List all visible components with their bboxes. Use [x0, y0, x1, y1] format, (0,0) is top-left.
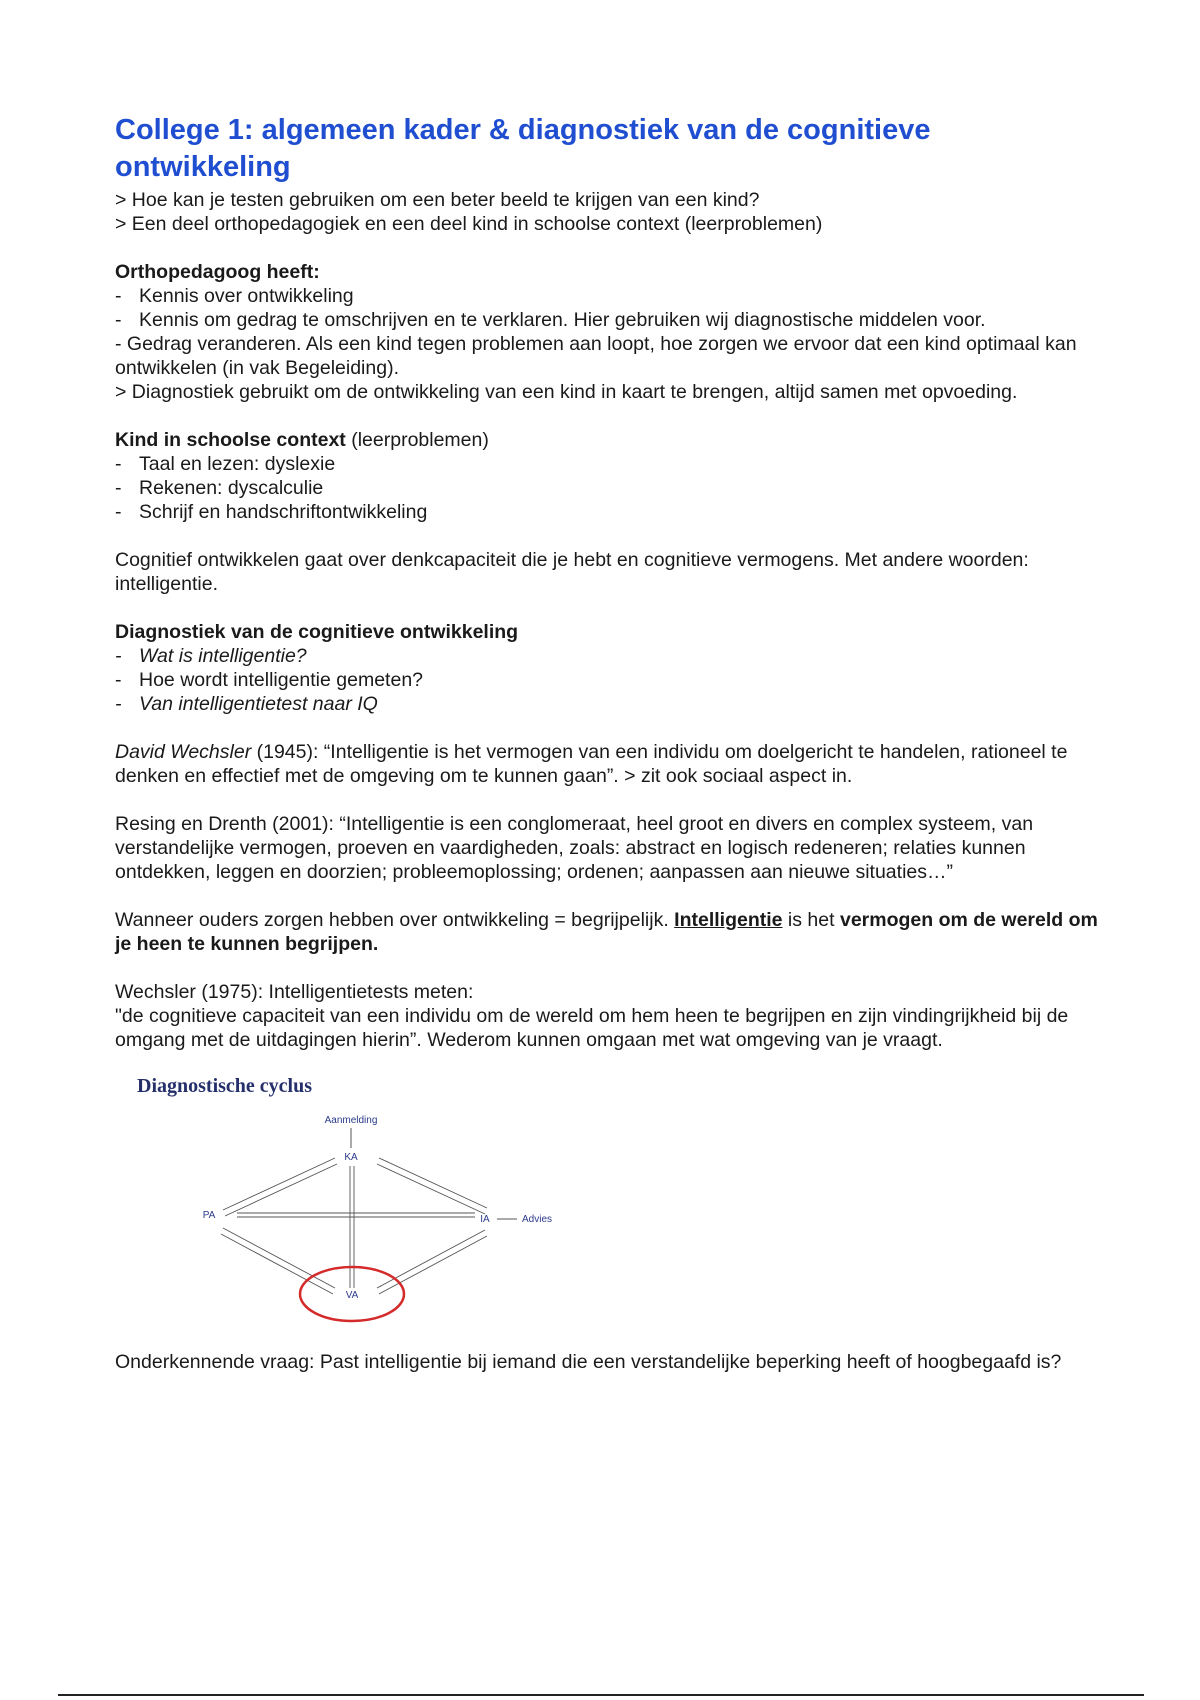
- connector-ka-pa: [223, 1158, 335, 1210]
- paragraph-wechsler-1975-quote: "de cognitieve capaciteit van een individu om de wereld om hem heen te begrijpen en zijn vindingrijkheid bij de omgang met de uitdagingen hierin”. Wederom kunnen omgaan met wat omgeving van je vraagt.: [115, 1005, 1069, 1051]
- connector-ia-va: [379, 1236, 487, 1294]
- intro-line: > Hoe kan je testen gebruiken om een beter beeld te krijgen van een kind?: [115, 189, 760, 211]
- quote-text: (1945): “Intelligentie is het vermogen van een individu om doelgericht te handelen, rationeel te denken en effectief met de omgeving om te kunnen gaan”. > zit ook sociaal aspect in.: [115, 741, 1068, 787]
- diagram-title: Diagnostische cyclus: [137, 1075, 312, 1097]
- list-item: - Rekenen: dyscalculie: [115, 476, 1105, 500]
- section-heading-diagnostiek: Diagnostiek van de cognitieve ontwikkeling: [115, 621, 519, 643]
- connector-pa-va: [223, 1228, 335, 1288]
- paragraph-wechsler-1945: [115, 740, 1105, 788]
- node-ia: IA: [480, 1214, 490, 1225]
- paragraph-gedrag: - Gedrag veranderen. Als een kind tegen problemen aan loopt, hoe zorgen we ervoor dat een kind optimaal kan ontwikkelen (in vak Begeleiding).: [115, 333, 1077, 379]
- heading-rest: (leerproblemen): [345, 429, 489, 451]
- section-heading-school: [115, 428, 1105, 452]
- keyword-intelligentie: Intelligentie: [674, 909, 783, 931]
- list-item: - Kennis over ontwikkeling: [115, 284, 1105, 308]
- document-page: [115, 112, 1105, 1374]
- connector-ka-ia: [377, 1164, 485, 1214]
- paragraph-resing-drenth: Resing en Drenth (2001): “Intelligentie is een conglomeraat, heel groot en divers en complex systeem, van verstandelijke vermogen, proeven en vaardigheden, zoals: abstract en logisch redeneren; relaties kunnen ontdekken, leggen en doorzien; probleemoplossing; ordenen; aanpassen aan nieuwe situaties…”: [115, 813, 1034, 883]
- node-advies: Advies: [521, 1214, 553, 1225]
- paragraph-onderkennend: Onderkennende vraag: Past intelligentie bij iemand die een verstandelijke beperking heeft of hoogbegaafd is?: [115, 1351, 1062, 1373]
- connector-ka-ia: [379, 1158, 487, 1208]
- connector-pa-va: [221, 1234, 333, 1294]
- paragraph-ouders: [115, 908, 1105, 956]
- paragraph-wechsler-1975-intro: Wechsler (1975): Intelligentietests meten:: [115, 981, 474, 1003]
- heading-bold: Kind in schoolse context: [115, 429, 346, 451]
- list-item: - Hoe wordt intelligentie gemeten?: [115, 668, 1105, 692]
- intro-line: > Een deel orthopedagogiek en een deel kind in schoolse context (leerproblemen): [115, 213, 823, 235]
- list-item: - Schrijf en handschriftontwikkeling: [115, 500, 1105, 524]
- diagnostic-cycle-diagram: [115, 1070, 615, 1340]
- list-item: - Taal en lezen: dyslexie: [115, 452, 1105, 476]
- text-part: is het: [782, 909, 840, 931]
- section-heading-orthopedagoog: Orthopedagoog heeft:: [115, 261, 320, 283]
- list-item: - Van intelligentietest naar IQ: [115, 692, 1105, 716]
- author-name: David Wechsler: [115, 741, 252, 763]
- connector-ka-pa: [225, 1164, 337, 1216]
- diagram-canvas: [115, 1070, 615, 1340]
- definition-bold: vermogen om de wereld om je heen te kunnen begrijpen.: [115, 909, 1098, 955]
- paragraph-diagnostiek: > Diagnostiek gebruikt om de ontwikkeling van een kind in kaart te brengen, altijd samen met opvoeding.: [115, 381, 1018, 403]
- node-ka: KA: [344, 1152, 358, 1163]
- paragraph-cognitief: Cognitief ontwikkelen gaat over denkcapaciteit die je hebt en cognitieve vermogens. Met andere woorden: intelligentie.: [115, 549, 1029, 595]
- school-list: [115, 452, 1105, 524]
- page-title: College 1: algemeen kader & diagnostiek van de cognitieve ontwikkeling: [115, 114, 931, 183]
- node-pa: PA: [202, 1210, 216, 1221]
- node-va: VA: [345, 1290, 359, 1301]
- connector-ia-va: [377, 1230, 485, 1288]
- list-item: - Wat is intelligentie?: [115, 644, 1105, 668]
- page-bottom-rule: [58, 1694, 1144, 1696]
- orthopedagoog-list: [115, 284, 1105, 332]
- node-aanmelding: Aanmelding: [324, 1115, 378, 1126]
- text-part: Wanneer ouders zorgen hebben over ontwikkeling = begrijpelijk.: [115, 909, 675, 931]
- diagnostiek-list: [115, 644, 1105, 716]
- list-item: - Kennis om gedrag te omschrijven en te verklaren. Hier gebruiken wij diagnostische middelen voor.: [115, 308, 1105, 332]
